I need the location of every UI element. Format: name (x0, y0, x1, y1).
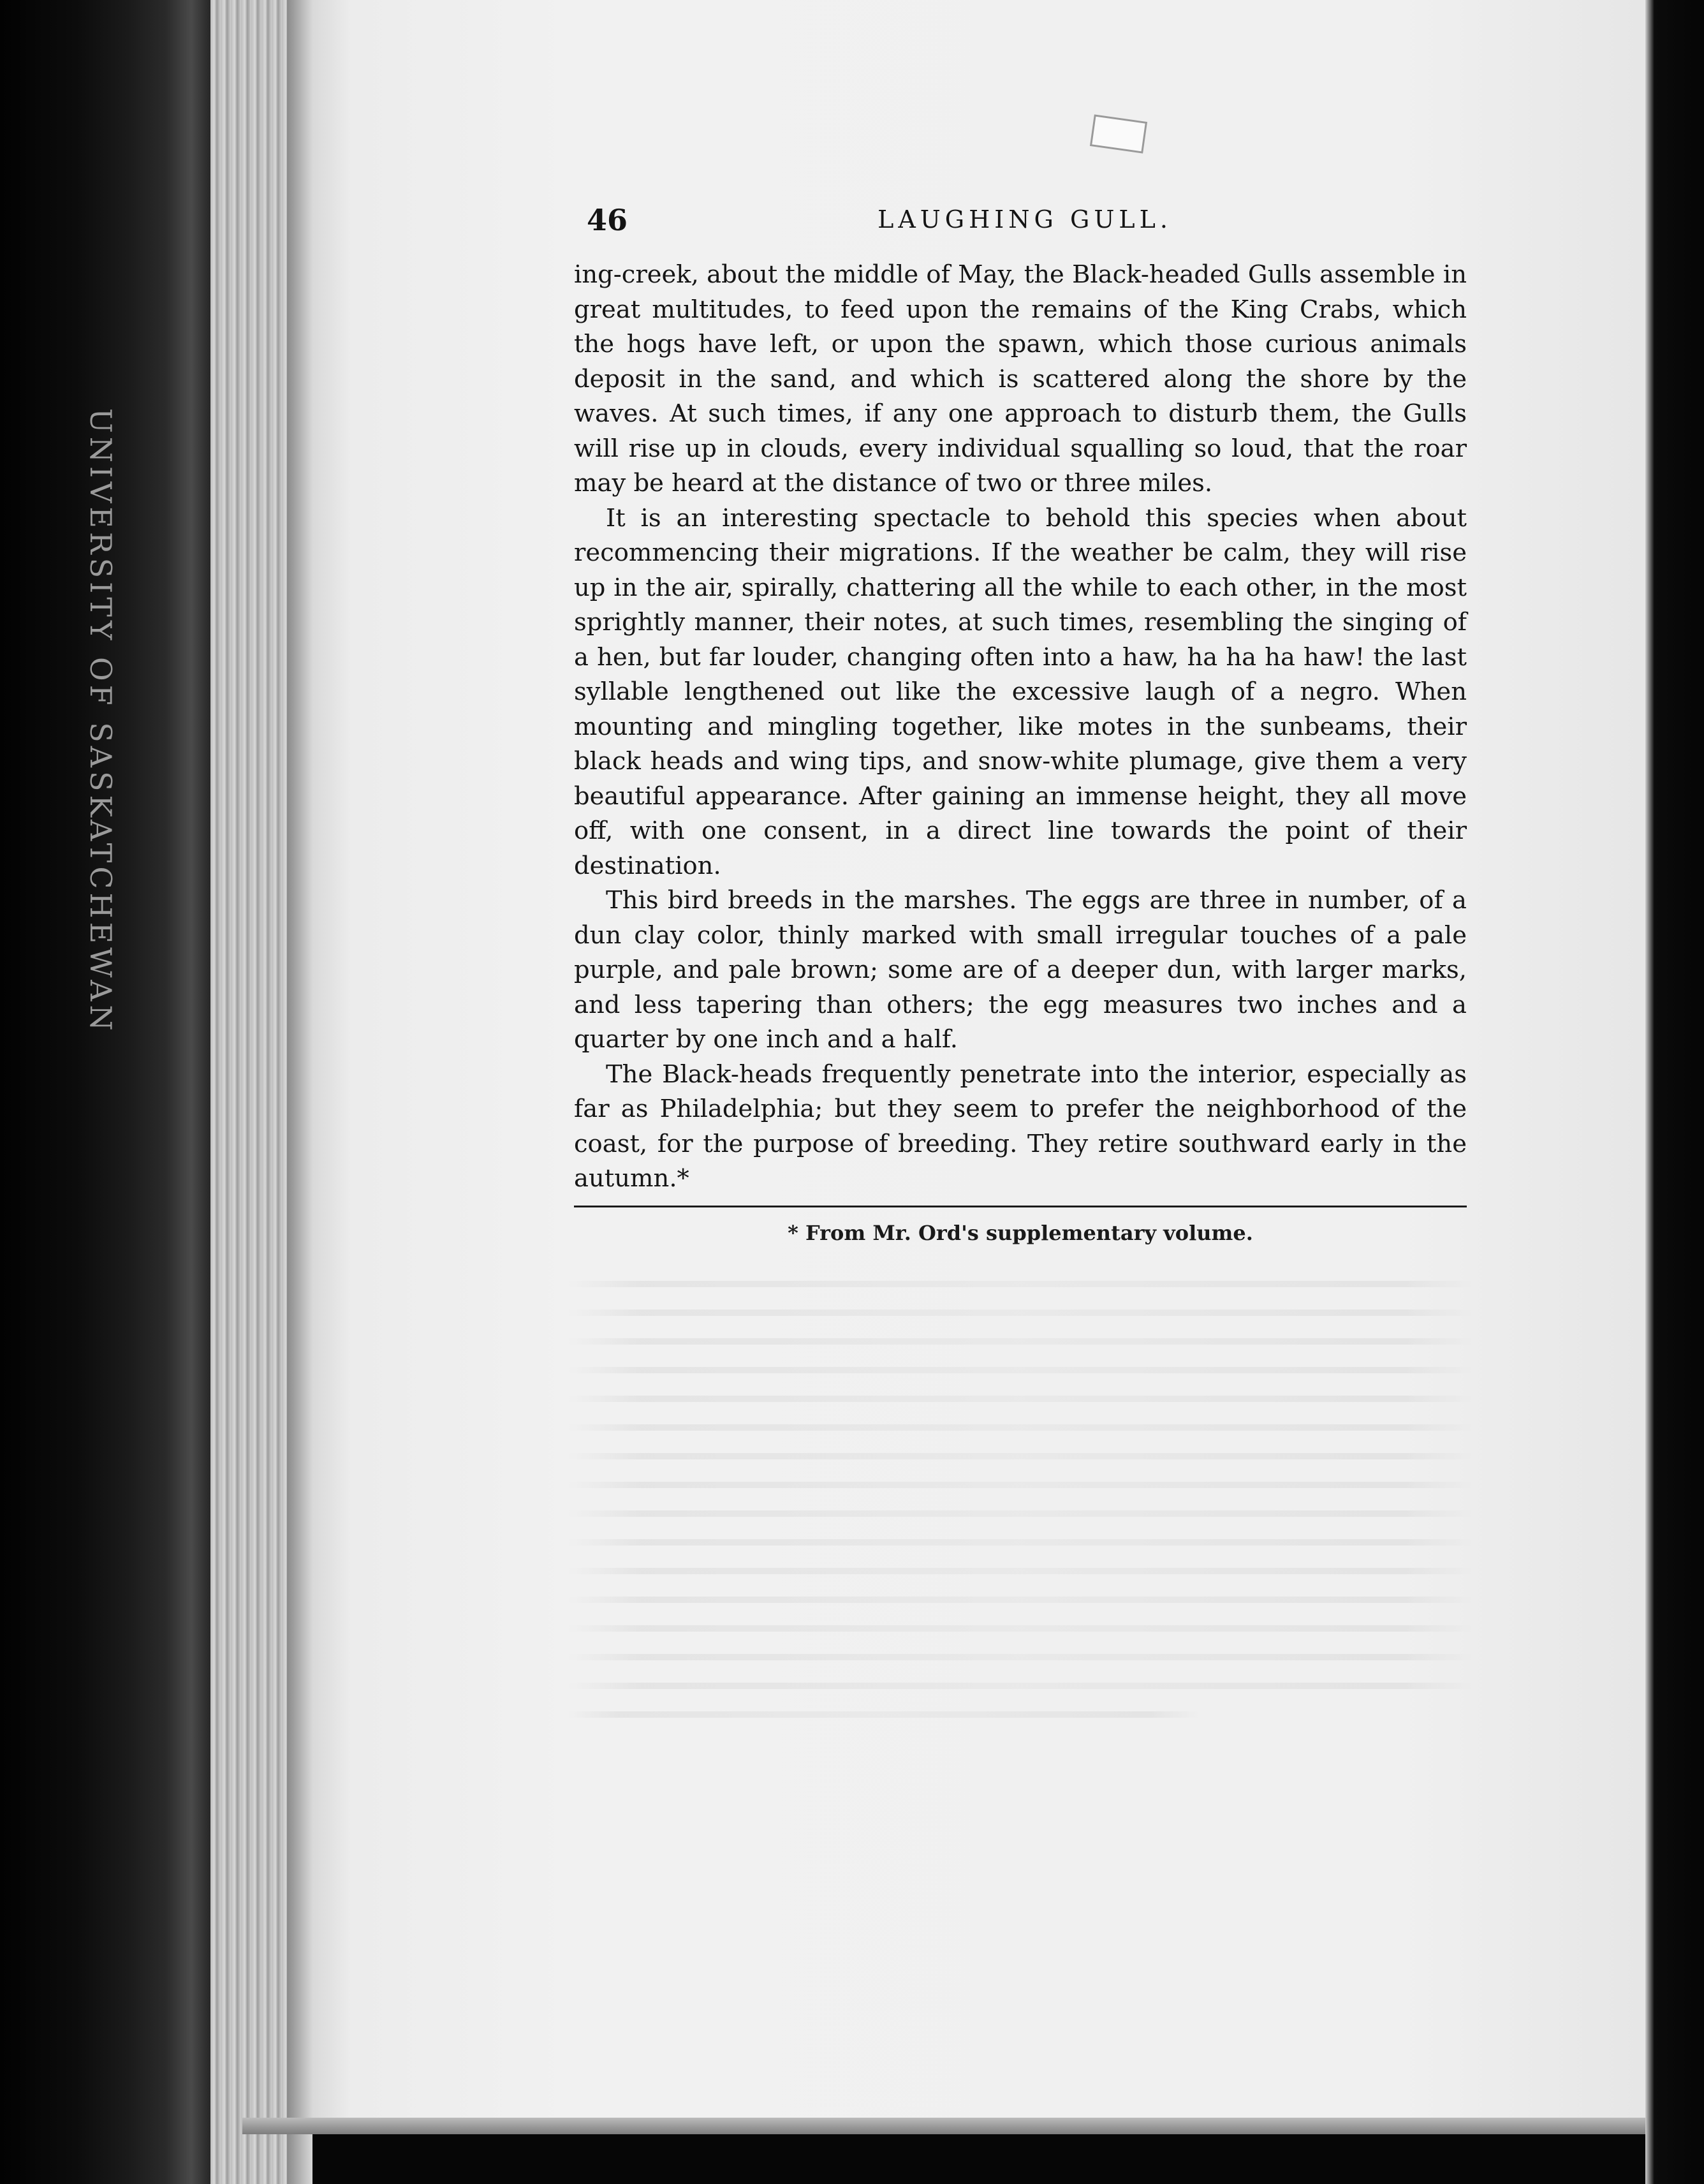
footnote-rule (574, 1206, 1467, 1207)
gutter-shadow (287, 0, 312, 2184)
book-spine (0, 0, 210, 2184)
running-head: LAUGHING GULL. (878, 205, 1172, 233)
body-text (574, 258, 1467, 1197)
footnote: * From Mr. Ord's supplementary volume. (788, 1221, 1253, 1245)
page-header (584, 203, 1465, 247)
page-bottom-edge (242, 2118, 1645, 2134)
paragraph-2: It is an interesting spectacle to behold this species when about recommencing their migrations. If the weather be calm, they will rise up in the air, spirally, chattering all the while to each other, in the most sprightly manner, their notes, at such times, resembling the singing of a hen, but far louder, changing often into a haw, ha ha ha haw! the last syllable lengthened out like the excessive laugh of a negro. When mounting and mingling together, like motes in the sunbeams, their black heads and wing tips, and snow-white plumage, give them a very beautiful appearance. After gaining an immense height, they all move off, with one consent, in a direct line towards the point of their destination. (574, 503, 1467, 880)
page-edges (210, 0, 287, 2184)
right-page-edge (1645, 0, 1704, 2184)
spine-label: UNIVERSITY OF SASKATCHEWAN (84, 408, 118, 1035)
bleed-through-texture (568, 1269, 1473, 1729)
page-number: 46 (587, 203, 628, 237)
paragraph-3: This bird breeds in the marshes. The eggs are three in number, of a dun clay color, thinly marked with small irregular touches of a pale purple, and pale brown; some are of a deeper dun, with larger marks, and less tapering than others; the egg measures two inches and a quarter by one inch and a half. (574, 886, 1467, 1054)
paragraph-1: ing-creek, about the middle of May, the Black-headed Gulls assemble in great multitudes, to feed upon the remains of the King Crabs, which the hogs have left, or upon the spawn, which those curious animals deposit in the sand, and which is scattered along the shore by the waves. At such times, if any one approach to disturb them, the Gulls will rise up in clouds, every individual squalling so loud, that the roar may be heard at the distance of two or three miles. (574, 260, 1467, 498)
paragraph-4: The Black-heads frequently penetrate into the interior, especially as far as Philadelphia; but they seem to prefer the neighborhood of the coast, for the purpose of breeding. They retire southward early in the autumn.* (574, 1059, 1467, 1193)
